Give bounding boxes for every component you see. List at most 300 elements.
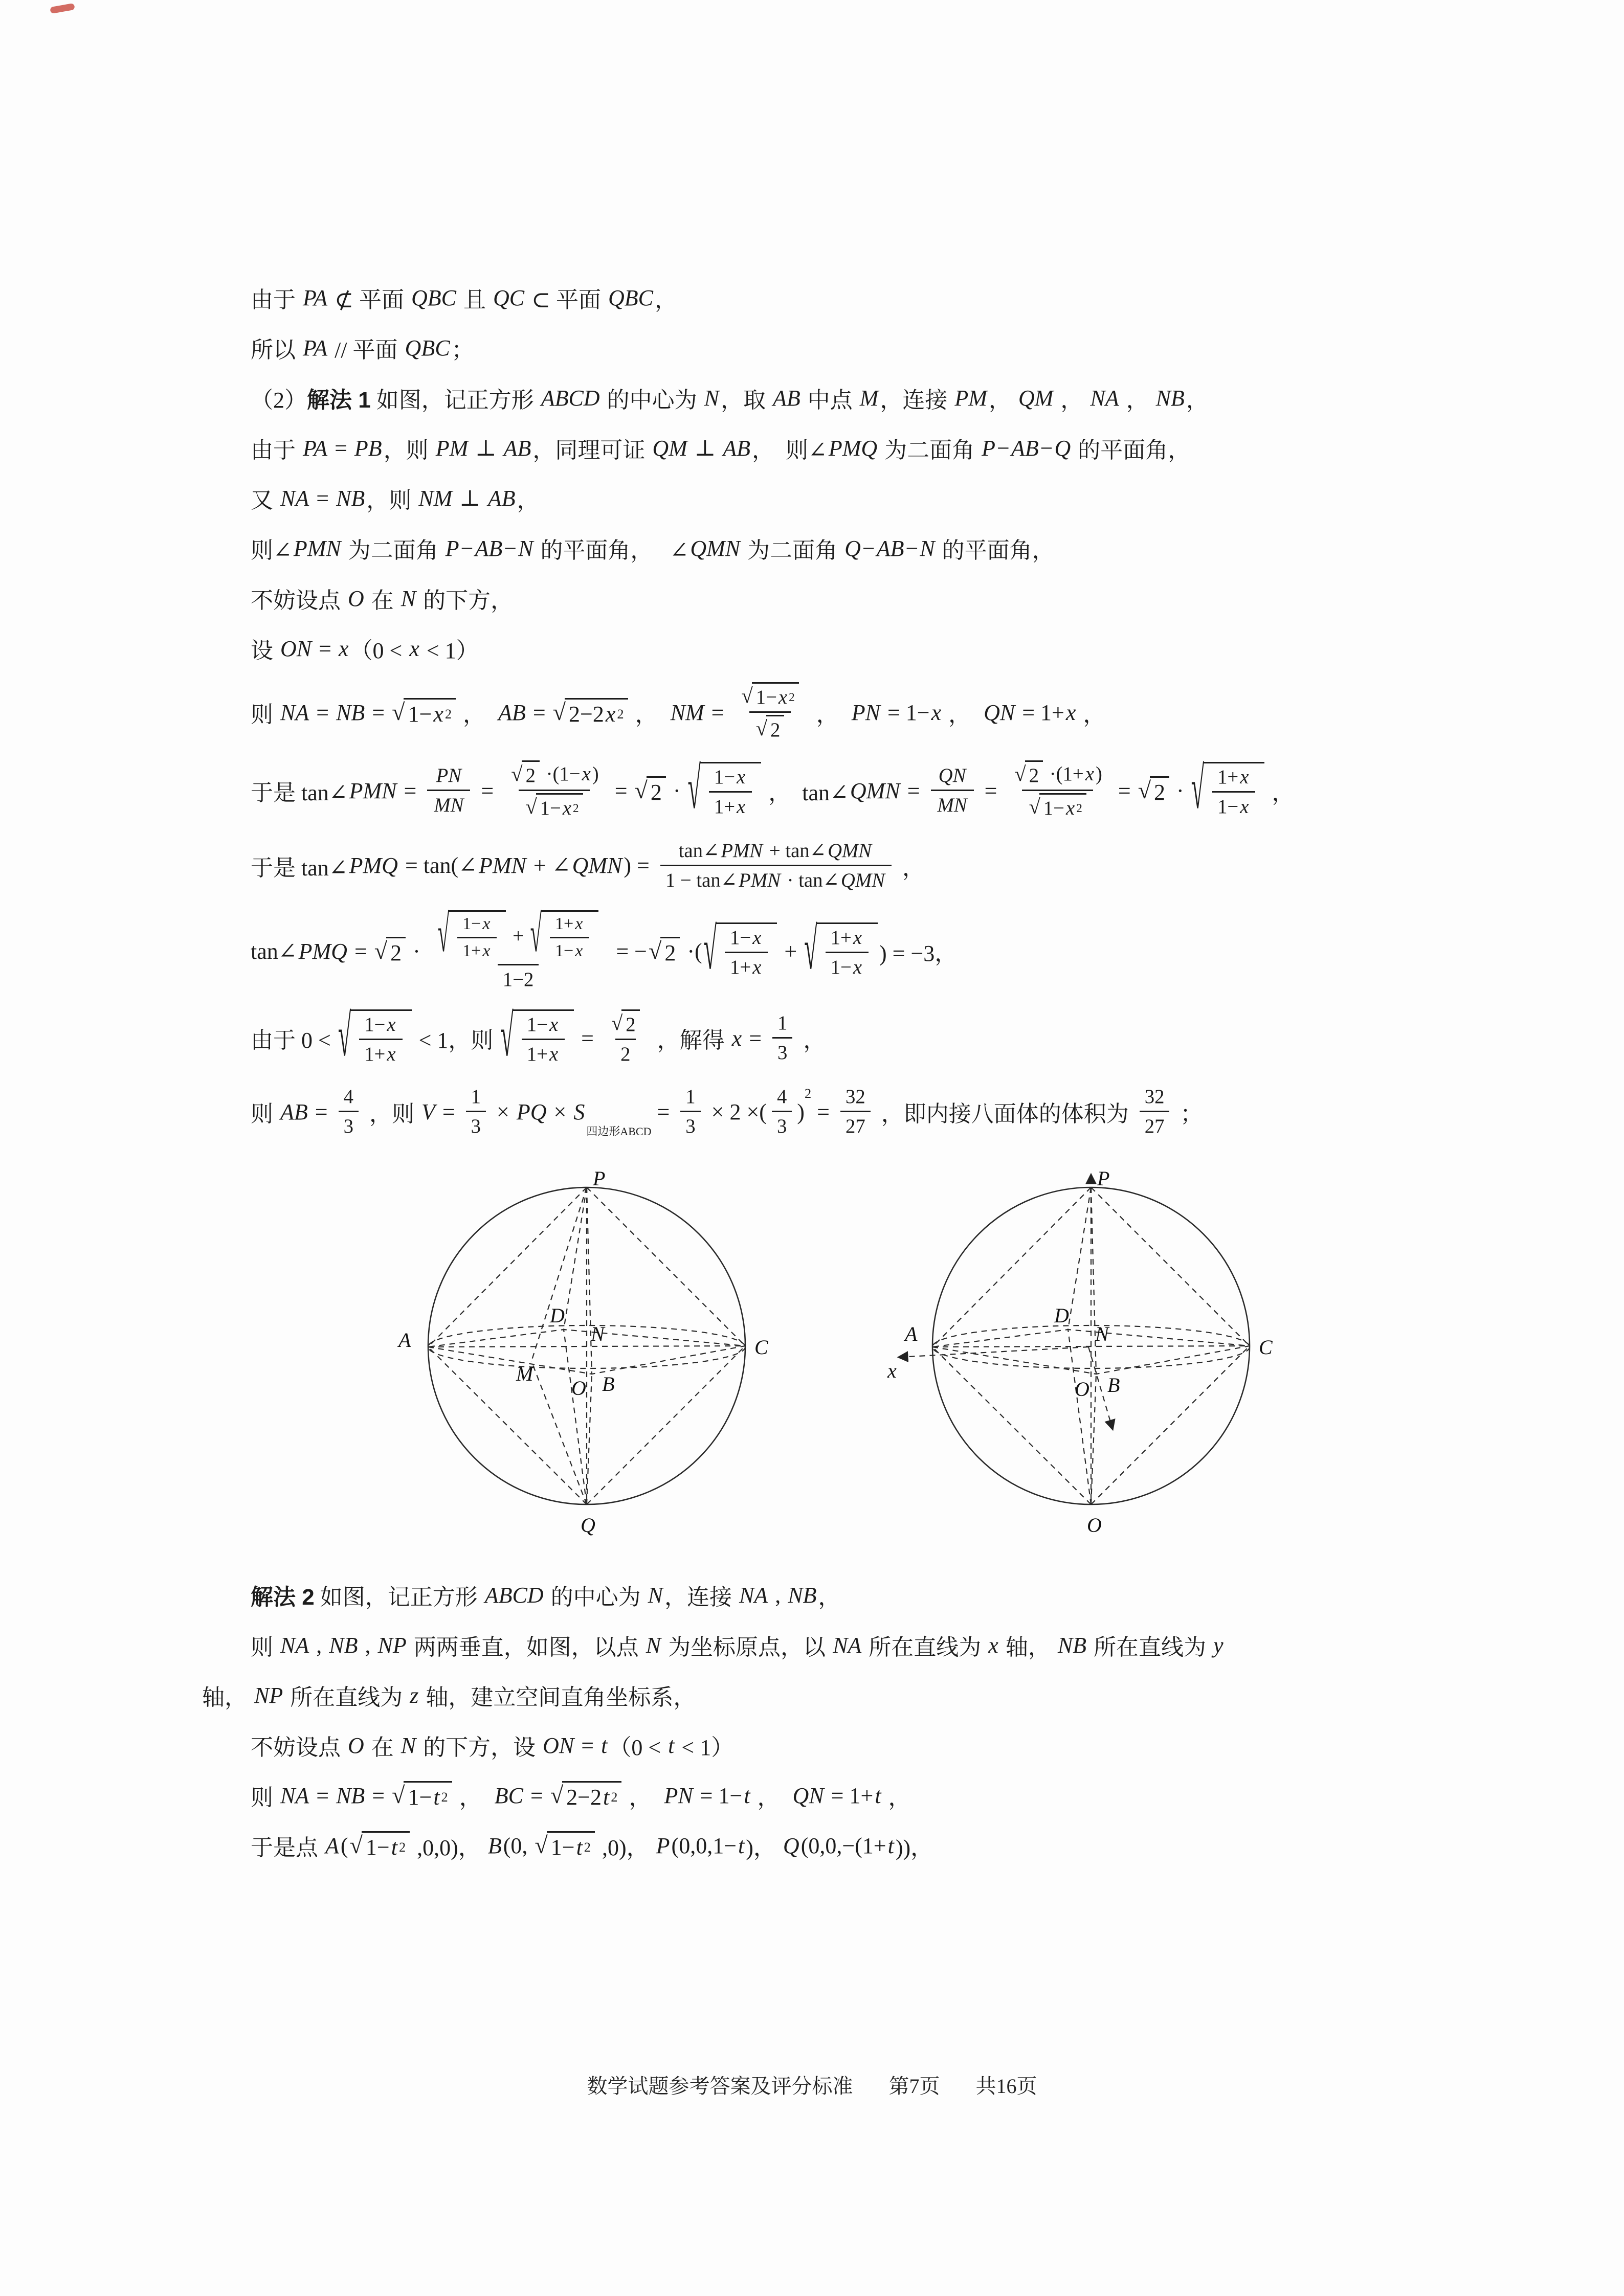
text-line bbox=[251, 432, 1491, 464]
sqrt bbox=[1138, 776, 1169, 805]
sqrt bbox=[338, 1003, 412, 1069]
text: = bbox=[366, 700, 391, 725]
text: （0 < bbox=[350, 638, 408, 663]
denominator bbox=[709, 791, 752, 819]
radicand bbox=[562, 1781, 621, 1810]
vertex-label-C: C bbox=[754, 1336, 768, 1359]
footer-page-number: 第7页 bbox=[888, 2075, 940, 2098]
math-var: AB bbox=[1011, 435, 1039, 461]
radicand bbox=[522, 760, 540, 788]
fraction bbox=[840, 1085, 871, 1139]
radicand bbox=[1150, 776, 1169, 805]
bold-label: 解法 2 bbox=[251, 1585, 315, 1610]
text: ,0)， bbox=[596, 1835, 655, 1861]
text: < 1，则 bbox=[413, 1028, 499, 1053]
numerator bbox=[431, 905, 606, 963]
text: = bbox=[743, 1025, 768, 1051]
math-var: t bbox=[603, 1784, 610, 1810]
text: < 1） bbox=[676, 1735, 734, 1761]
radical-sign: √ bbox=[392, 1782, 405, 1809]
text: 1 bbox=[685, 1085, 696, 1108]
radical-sign: √ bbox=[500, 1003, 514, 1069]
math-var: NB bbox=[336, 485, 365, 511]
numerator bbox=[359, 1012, 402, 1039]
text: 27 bbox=[845, 1115, 865, 1138]
text: = bbox=[348, 938, 373, 964]
math-var: t bbox=[391, 1834, 397, 1860]
text: ) bbox=[592, 762, 599, 785]
math-var: y bbox=[1213, 1632, 1223, 1658]
math-var: t bbox=[576, 1834, 583, 1860]
text: 所以 bbox=[251, 337, 301, 363]
text: ))， bbox=[895, 1835, 933, 1861]
math-var: M bbox=[859, 385, 879, 411]
text: 如图，记正方形 bbox=[370, 388, 540, 413]
text: 由于 0 < bbox=[251, 1028, 337, 1053]
text: （2） bbox=[251, 388, 307, 413]
text: 2 bbox=[770, 719, 781, 741]
radicand bbox=[660, 937, 680, 966]
math-var: N bbox=[646, 1632, 661, 1658]
math-var: PA bbox=[303, 285, 328, 310]
text: tan∠ bbox=[251, 938, 297, 964]
text-line bbox=[251, 1629, 1491, 1661]
math-var: AB bbox=[487, 485, 516, 511]
vertex-label-N: N bbox=[1095, 1322, 1109, 1346]
text: ， bbox=[818, 1585, 841, 1610]
text: 轴，建立空间直角坐标系， bbox=[420, 1685, 696, 1710]
math-var: x bbox=[752, 926, 762, 949]
radical-sign: √ bbox=[649, 938, 662, 964]
math-var: x bbox=[1066, 797, 1075, 820]
denominator bbox=[660, 865, 892, 893]
text: 1− bbox=[730, 926, 751, 949]
text: 所在直线为 bbox=[863, 1635, 987, 1660]
solution-part1-lines bbox=[202, 281, 1491, 1139]
math-var: t bbox=[668, 1732, 675, 1758]
radicand bbox=[541, 910, 598, 962]
text: = bbox=[978, 778, 1003, 803]
math-var: QM bbox=[652, 435, 687, 461]
denominator bbox=[826, 952, 869, 980]
denominator bbox=[680, 1111, 700, 1139]
text: 的中心为 bbox=[601, 388, 703, 413]
math-var: x bbox=[737, 796, 746, 818]
math-var: N bbox=[920, 535, 935, 561]
math-var: PMN bbox=[721, 839, 763, 862]
numerator bbox=[725, 926, 768, 952]
text: 3 bbox=[685, 1115, 696, 1138]
text: 1− bbox=[554, 941, 574, 960]
text: 为坐标原点，以 bbox=[662, 1635, 832, 1660]
sqrt bbox=[1014, 760, 1043, 788]
text: − bbox=[997, 435, 1010, 461]
math-var: ABCD bbox=[541, 385, 600, 411]
text: 所在直线为 bbox=[284, 1685, 409, 1710]
radical-sign: √ bbox=[349, 1832, 363, 1859]
numerator bbox=[1008, 760, 1107, 790]
radical-sign: √ bbox=[437, 905, 450, 963]
text: ( bbox=[340, 1833, 348, 1858]
radical-sign: √ bbox=[634, 777, 648, 804]
sqrt bbox=[1191, 755, 1265, 821]
math-var: N bbox=[401, 1732, 416, 1758]
radicand bbox=[1025, 760, 1043, 788]
sqrt bbox=[392, 698, 456, 727]
text: 1− bbox=[1043, 797, 1064, 820]
sqrt bbox=[350, 1831, 410, 1860]
math-var: x bbox=[737, 766, 746, 788]
text: 不妨设点 bbox=[251, 588, 346, 613]
math-var: x bbox=[931, 700, 942, 725]
text: · tan∠ bbox=[782, 869, 839, 891]
text: 2 bbox=[1029, 764, 1039, 786]
sqrt bbox=[649, 937, 680, 966]
sqrt bbox=[687, 755, 762, 821]
text: 则 bbox=[251, 1785, 279, 1811]
denominator bbox=[457, 937, 497, 962]
text: 由于 bbox=[251, 287, 301, 312]
math-var: NM bbox=[418, 485, 453, 511]
text-line bbox=[251, 582, 1491, 615]
text: 1− bbox=[830, 956, 852, 979]
text: = bbox=[329, 435, 353, 461]
text: ， bbox=[629, 702, 669, 728]
math-var: x bbox=[482, 941, 491, 960]
math-var: x bbox=[338, 636, 349, 661]
math-var: x bbox=[853, 956, 862, 979]
vertex-label-B: B bbox=[1107, 1374, 1120, 1397]
text: ， bbox=[1077, 702, 1106, 728]
text: − bbox=[504, 535, 517, 561]
fraction bbox=[1008, 760, 1107, 821]
text: 则 bbox=[251, 1635, 279, 1660]
math-var: x bbox=[562, 797, 572, 820]
radicand bbox=[404, 1781, 452, 1810]
sqrt bbox=[1029, 793, 1086, 821]
text-line bbox=[251, 482, 1491, 514]
math-var: N bbox=[704, 385, 719, 411]
math-var: QBC bbox=[608, 285, 653, 310]
text: 则 bbox=[251, 1101, 279, 1127]
radical-sign: √ bbox=[550, 1782, 564, 1809]
radicand bbox=[1203, 762, 1264, 820]
math-var: QMN bbox=[840, 869, 885, 891]
text: ， tan∠ bbox=[763, 780, 849, 806]
math-var: x bbox=[549, 1013, 559, 1036]
math-var: PA bbox=[303, 335, 328, 361]
numerator bbox=[339, 1085, 359, 1111]
vertex-label-A: A bbox=[398, 1329, 411, 1352]
scan-mark bbox=[50, 3, 75, 14]
denominator bbox=[725, 952, 768, 980]
math-var: AB bbox=[475, 535, 503, 561]
math-var: x bbox=[433, 701, 443, 727]
text: · bbox=[407, 938, 426, 964]
text: = bbox=[705, 700, 730, 725]
text: 1− bbox=[1217, 796, 1239, 818]
text: 2 bbox=[1154, 779, 1166, 805]
math-var: PB bbox=[354, 435, 382, 461]
radical-sign: √ bbox=[755, 717, 768, 740]
text: = bbox=[310, 1783, 335, 1808]
text: ，同理可证 bbox=[532, 438, 651, 463]
text: 且 bbox=[457, 287, 492, 312]
text: 2 bbox=[525, 764, 536, 786]
math-var: AB bbox=[503, 435, 531, 461]
superscript: 2 bbox=[789, 690, 795, 704]
math-var: z bbox=[410, 1682, 419, 1708]
text: 如图，记正方形 bbox=[314, 1585, 483, 1610]
sqrt bbox=[525, 793, 583, 821]
text: 轴， bbox=[202, 1685, 253, 1710]
text: = 1− bbox=[694, 1783, 743, 1808]
sqrt bbox=[741, 682, 798, 710]
text: = bbox=[609, 778, 633, 803]
text: 的平面角， bbox=[1072, 438, 1191, 463]
math-var: t bbox=[887, 1833, 894, 1858]
text: tan∠ bbox=[678, 839, 720, 862]
fraction bbox=[680, 1085, 700, 1139]
text: 4 bbox=[343, 1085, 353, 1108]
text: ·(1− bbox=[541, 762, 581, 785]
subscript: 四边形ABCD bbox=[586, 1125, 652, 1138]
text: ⊥ bbox=[688, 435, 722, 461]
text: 32 bbox=[1144, 1085, 1165, 1108]
superscript: 2 bbox=[441, 1789, 448, 1805]
radicand bbox=[547, 1831, 595, 1860]
text-line bbox=[251, 331, 1491, 364]
math-var: t bbox=[601, 1732, 608, 1758]
text: )， bbox=[746, 1835, 782, 1861]
text: ) = bbox=[624, 853, 655, 879]
text-line bbox=[251, 632, 1491, 665]
text-line bbox=[251, 755, 1491, 821]
fraction bbox=[1212, 765, 1255, 820]
math-var: NA bbox=[280, 485, 309, 511]
radicand bbox=[1039, 793, 1086, 821]
math-var: NA bbox=[280, 700, 309, 725]
sphere-diagram-left bbox=[351, 1167, 837, 1556]
math-var: QMN bbox=[828, 839, 872, 862]
text: ， bbox=[1055, 388, 1089, 413]
text: 2 bbox=[626, 1013, 636, 1036]
radical-sign: √ bbox=[687, 755, 701, 821]
math-var: BC bbox=[494, 1783, 523, 1808]
text: 于是 tan∠ bbox=[251, 780, 348, 806]
text: 2 bbox=[650, 779, 662, 805]
math-var: x bbox=[1085, 762, 1094, 785]
text: + bbox=[507, 925, 529, 947]
numerator bbox=[1212, 765, 1255, 791]
denominator bbox=[772, 1111, 792, 1139]
text: ， bbox=[457, 702, 497, 728]
sqrt bbox=[511, 760, 540, 788]
text: = bbox=[310, 700, 335, 725]
denominator bbox=[840, 1111, 871, 1139]
math-var: x bbox=[752, 956, 762, 979]
fraction bbox=[1140, 1085, 1170, 1139]
fraction bbox=[504, 760, 604, 821]
radical-sign: √ bbox=[338, 1003, 351, 1069]
math-var: NM bbox=[670, 700, 704, 725]
math-var: PMN bbox=[349, 778, 397, 803]
numerator bbox=[772, 1011, 792, 1037]
text-line bbox=[251, 1003, 1491, 1069]
text: 4 bbox=[776, 1085, 787, 1108]
math-var: NA bbox=[833, 1632, 862, 1658]
text: = 1+ bbox=[1016, 700, 1064, 725]
text-line bbox=[251, 381, 1491, 414]
math-var: QBC bbox=[411, 285, 456, 310]
numerator bbox=[826, 926, 869, 952]
math-var: AB bbox=[876, 535, 904, 561]
math-var: NB bbox=[1057, 1632, 1087, 1658]
text: 的中心为 bbox=[545, 1585, 647, 1610]
text: = bbox=[436, 1099, 461, 1124]
sphere-diagram-right bbox=[856, 1167, 1342, 1556]
text: ，解得 bbox=[651, 1028, 730, 1053]
sqrt bbox=[550, 1781, 622, 1810]
denominator bbox=[1212, 791, 1255, 819]
math-var: PA bbox=[303, 435, 328, 461]
math-var: Q bbox=[783, 1833, 799, 1858]
math-var: N bbox=[648, 1582, 663, 1608]
math-var: t bbox=[433, 1784, 440, 1810]
text: ，则 bbox=[366, 488, 417, 513]
radicand bbox=[565, 698, 628, 727]
text: 的平面角， ∠ bbox=[535, 538, 689, 563]
math-var: NB bbox=[788, 1582, 817, 1608]
math-var: A bbox=[325, 1833, 339, 1858]
radicand bbox=[536, 793, 583, 821]
math-var: PMN bbox=[739, 869, 781, 891]
math-var: QN bbox=[792, 1783, 824, 1808]
text: ， bbox=[751, 1785, 791, 1811]
radicand bbox=[513, 1009, 574, 1067]
math-var: t bbox=[744, 1783, 750, 1808]
page-footer bbox=[0, 2070, 1624, 2099]
vertex-label-P: P bbox=[1097, 1167, 1110, 1190]
text: 3 bbox=[343, 1115, 353, 1138]
math-var: S bbox=[573, 1099, 585, 1124]
text: 1− bbox=[408, 1784, 432, 1810]
radical-sign: √ bbox=[1029, 795, 1040, 819]
radical-sign: √ bbox=[804, 916, 817, 981]
denominator bbox=[749, 711, 791, 742]
text: 1+ bbox=[526, 1043, 548, 1066]
math-var: x bbox=[778, 686, 788, 708]
text: 的平面角， bbox=[936, 538, 1055, 563]
text: 1− bbox=[540, 797, 561, 820]
text: 由于 bbox=[251, 438, 301, 463]
radical-sign: √ bbox=[1191, 755, 1205, 821]
denominator bbox=[519, 790, 589, 821]
text-line bbox=[202, 1679, 1491, 1712]
text: ， bbox=[654, 287, 677, 312]
math-var: AB bbox=[280, 1099, 308, 1124]
text: 1 bbox=[777, 1011, 788, 1034]
text: = bbox=[901, 778, 926, 803]
radicand bbox=[350, 1009, 411, 1067]
text: 为二面角 bbox=[342, 538, 444, 563]
text-line bbox=[251, 1779, 1491, 1812]
fraction bbox=[826, 926, 869, 980]
vertex-label-D: D bbox=[1054, 1304, 1069, 1327]
math-var: AB bbox=[498, 700, 526, 725]
text: ，则 bbox=[363, 1101, 420, 1127]
math-var: x bbox=[988, 1632, 998, 1658]
text: ⊥ bbox=[454, 485, 486, 511]
math-var: x bbox=[1240, 766, 1249, 788]
footer-total-pages: 共16页 bbox=[975, 2075, 1037, 2098]
sqrt bbox=[374, 937, 406, 966]
math-var: NP bbox=[377, 1632, 407, 1658]
text: ， bbox=[797, 1028, 826, 1053]
denominator bbox=[615, 1039, 635, 1067]
numerator bbox=[840, 1085, 871, 1111]
text: 1 bbox=[471, 1085, 481, 1108]
text: ，取 bbox=[720, 388, 771, 413]
x-axis-label: x bbox=[887, 1359, 897, 1383]
math-var: t bbox=[738, 1833, 745, 1858]
math-var: NB bbox=[329, 1632, 358, 1658]
radicand bbox=[752, 682, 799, 710]
numerator bbox=[932, 763, 973, 790]
radical-sign: √ bbox=[530, 905, 542, 963]
denominator bbox=[1140, 1111, 1170, 1139]
sqrt bbox=[437, 905, 506, 963]
math-var: ABCD bbox=[484, 1582, 544, 1608]
math-var: MN bbox=[937, 794, 967, 817]
fraction bbox=[660, 839, 892, 893]
text: × 2 ×( bbox=[705, 1099, 767, 1124]
numerator bbox=[466, 1085, 486, 1111]
math-var: PMQ bbox=[349, 853, 398, 879]
radicand bbox=[404, 698, 456, 727]
solution-part2-lines bbox=[202, 1579, 1491, 1862]
sqrt bbox=[756, 715, 785, 742]
sqrt bbox=[530, 905, 599, 963]
fraction bbox=[522, 1012, 565, 1067]
text: = − bbox=[610, 938, 647, 964]
text: 1 − tan∠ bbox=[665, 869, 738, 891]
fraction bbox=[466, 1085, 486, 1139]
math-var: x bbox=[575, 941, 583, 960]
vertex-label-A: A bbox=[905, 1322, 918, 1346]
math-var: NA bbox=[739, 1582, 768, 1608]
text: ， bbox=[453, 1785, 493, 1811]
math-var: t bbox=[875, 1783, 881, 1808]
text: × bbox=[491, 1099, 515, 1124]
math-var: x bbox=[1240, 796, 1249, 818]
text: 3 bbox=[776, 1115, 787, 1138]
text: 在 bbox=[365, 1735, 399, 1761]
radical-sign: √ bbox=[741, 684, 753, 707]
math-var: x bbox=[409, 636, 419, 661]
math-var: NB bbox=[336, 1783, 365, 1808]
superscript: 2 bbox=[584, 1839, 591, 1855]
text: ， bbox=[517, 488, 540, 513]
math-var: PN bbox=[436, 764, 462, 786]
solution-content bbox=[202, 276, 1491, 1879]
vertex-label-C: C bbox=[1259, 1336, 1273, 1359]
math-var: O bbox=[348, 586, 364, 611]
numerator bbox=[735, 682, 805, 711]
superscript: 2 bbox=[1076, 801, 1082, 815]
text: ,0,0)， bbox=[411, 1835, 486, 1861]
radical-sign: √ bbox=[611, 1011, 623, 1034]
